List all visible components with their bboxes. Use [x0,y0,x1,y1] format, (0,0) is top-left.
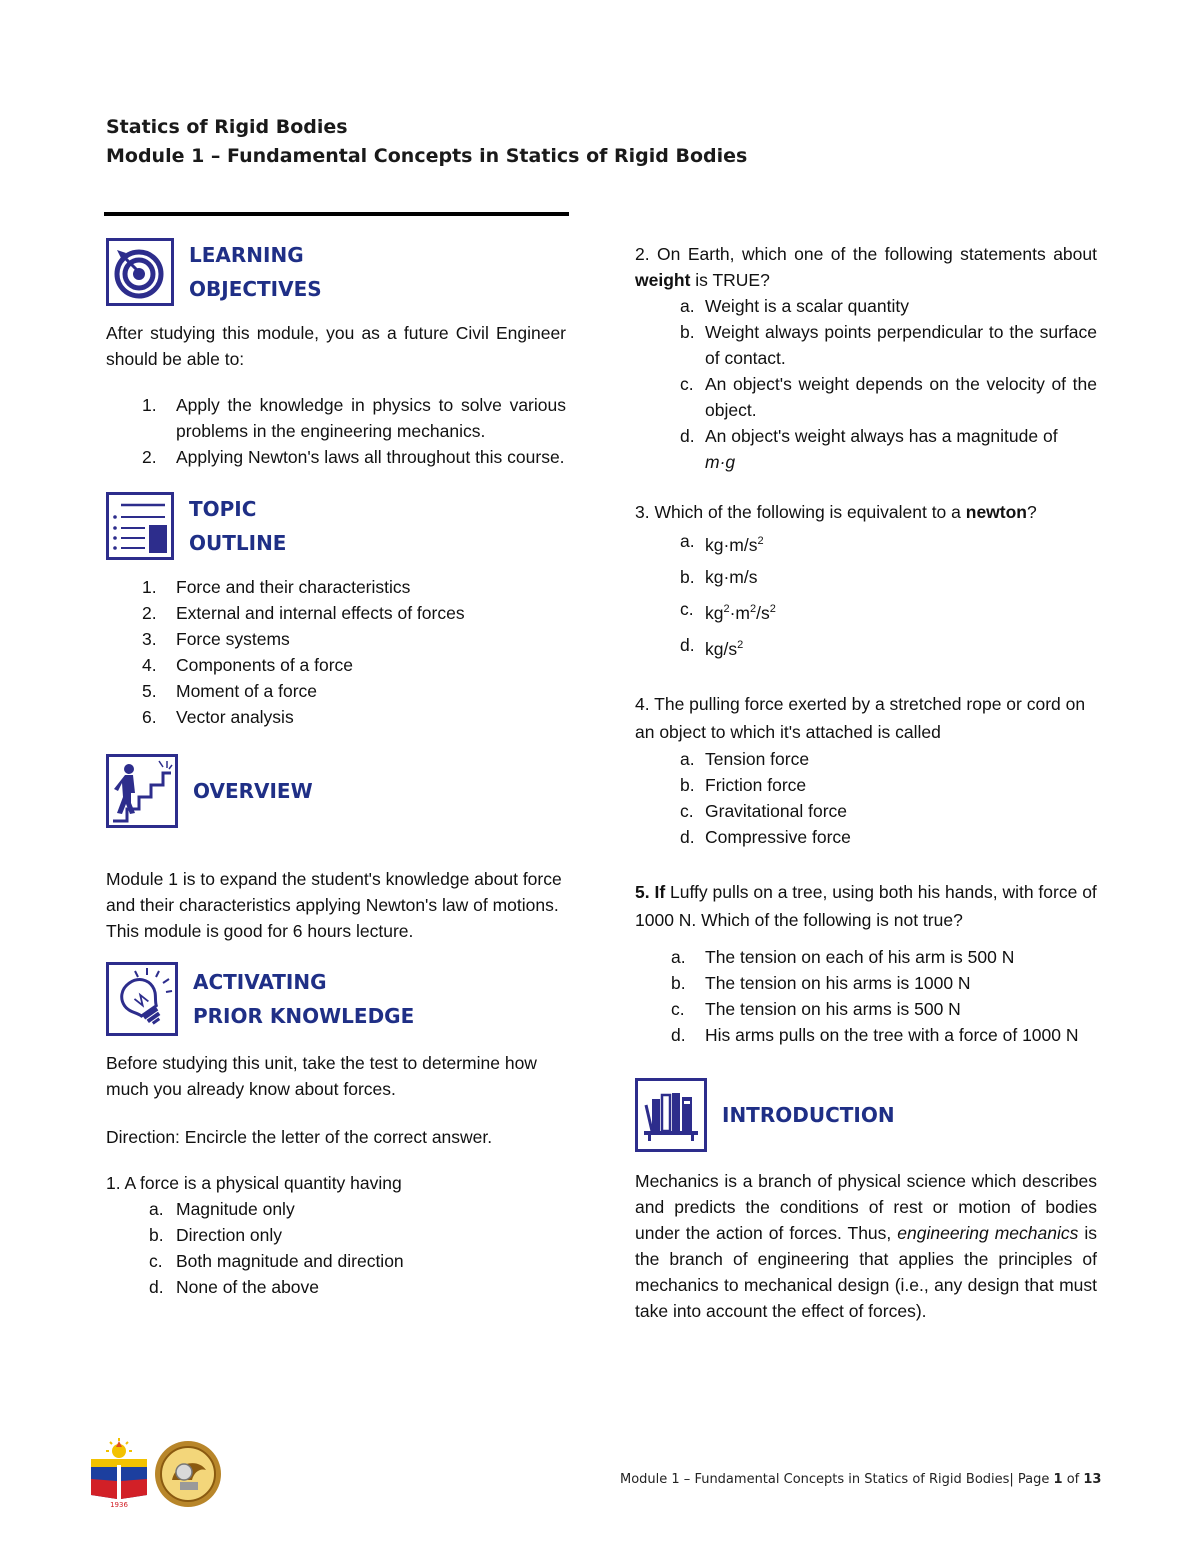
outline-list-icon [106,492,174,560]
list-item: a. Weight is a scalar quantity [680,296,909,316]
learning-title-1: LEARNING [189,243,304,267]
list-item: b. Direction only [149,1225,283,1245]
list-item: a. Magnitude only [149,1199,295,1219]
list-item: 5. Moment of a force [142,681,318,701]
list-item: 2. Applying Newton's laws all throughout this course. [142,447,565,467]
lightbulb-icon [106,962,178,1036]
question-3-stem: 3. Which of the following is equivalent to a newton? [635,502,1037,522]
topic-list [106,574,566,730]
right-column [635,241,1097,1324]
module-title: Module 1 – Fundamental Concepts in Statics of Rigid Bodies [106,145,748,167]
list-item: c. An object's weight depends on the velocity of the object. [680,374,1097,420]
list-item: c. Both magnitude and direction [149,1251,404,1271]
philippine-flag-book-logo [88,1437,150,1509]
activating-title-2: PRIOR KNOWLEDGE [193,1004,415,1028]
course-title: Statics of Rigid Bodies [106,116,348,138]
left-column [106,238,566,1300]
list-item: b. Weight always points perpendicular to the surface of contact. [680,322,1097,368]
overview-text: Module 1 is to expand the student's knowledge about force and their characteristics applying Newton's law of motions. This module is good for 6 hours lecture. [106,869,562,941]
question-2-stem: 2. On Earth, which one of the following statements about weight is TRUE? [635,244,1097,290]
target-icon [106,238,174,306]
logo-year: 1936 [110,1501,128,1509]
university-seal-logo [154,1440,222,1508]
list-item: 2. External and internal effects of forces [142,603,465,623]
header-divider [104,212,569,216]
list-item: d. $kg/s^2$ [680,634,744,659]
list-item: a. $kg\cdot m/s^2$ [680,531,764,555]
overview-header [106,754,566,828]
stairs-climber-icon [106,754,178,828]
list-item: d. None of the above [149,1277,320,1297]
learning-objectives-header [106,238,566,306]
learning-title-2: OBJECTIVES [189,277,322,301]
page-footer: Module 1 – Fundamental Concepts in Statics of Rigid Bodies| Page 1 of 13 [620,1472,1102,1487]
introduction-header [635,1078,1097,1152]
list-item: 6. Vector analysis [142,707,294,727]
page-total: 13 [1083,1472,1102,1487]
list-item: 1. Apply the knowledge in physics to solve various problems in the engineering mechanics. [142,395,566,441]
list-item: d. His arms pulls on the tree with a force of 1000 N [671,1025,1079,1046]
list-item: a. Tension force [680,749,810,770]
activating-title-1: ACTIVATING [193,970,327,994]
question-2-options [635,293,1097,475]
introduction-title: INTRODUCTION [722,1103,895,1128]
page-number: 1 [1053,1472,1063,1487]
list-item: 3. Force systems [142,629,290,649]
list-item: b. The tension on his arms is 1000 N [671,973,971,994]
list-item: 4. Components of a force [142,655,354,675]
introduction-text: Mechanics is a branch of physical science which describes and predicts the conditions of rest or motion of bodies under the action of forces. Thus, engineering mechanics is the branch of engineering that applies the principles of mechanics to mechanical design (i.e., any design that must take into account the effect of forces). [635,1171,1097,1322]
overview-title: OVERVIEW [193,779,313,803]
question-5-stem: 5. If Luffy pulls on a tree, using both his hands, with force of 1000 N. Which of the following is not true? [635,882,1097,931]
question-1-stem: 1. A force is a physical quantity having [106,1173,402,1193]
objectives-list [106,392,566,470]
question-4-options [635,746,1097,850]
list-item: c. Gravitational force [680,801,848,822]
activating-header [106,962,566,1036]
objectives-intro: After studying this module, you as a future Civil Engineer should be able to: [106,323,566,369]
list-item: c. $kg^2\cdot m^2/s^2$ [680,598,776,623]
list-item: 1. Force and their characteristics [142,577,411,597]
activating-intro: Before studying this unit, take the test to determine how much you already know about forces. [106,1053,537,1099]
question-4-stem: 4. The pulling force exerted by a stretched rope or cord on an object to which it's attached is called [635,694,1086,743]
list-item: b. Friction force [680,775,807,796]
books-icon [635,1078,707,1152]
list-item: b. kg·m/s [680,566,758,587]
topic-outline-header [106,492,566,560]
weight-formula: m·g [705,452,736,472]
activating-direction: Direction: Encircle the letter of the correct answer. [106,1127,493,1147]
topic-title-2: OUTLINE [189,531,287,555]
question-5-options [635,944,1097,1048]
list-item: c. The tension on his arms is 500 N [671,999,961,1020]
topic-title-1: TOPIC [189,497,257,521]
list-item: a. The tension on each of his arm is 500 N [671,947,1015,968]
question-3-options [635,525,1097,664]
list-item: d. An object's weight always has a magnitude of m·g [680,426,1058,472]
list-item: d. Compressive force [680,827,851,848]
question-1-options [106,1196,566,1300]
